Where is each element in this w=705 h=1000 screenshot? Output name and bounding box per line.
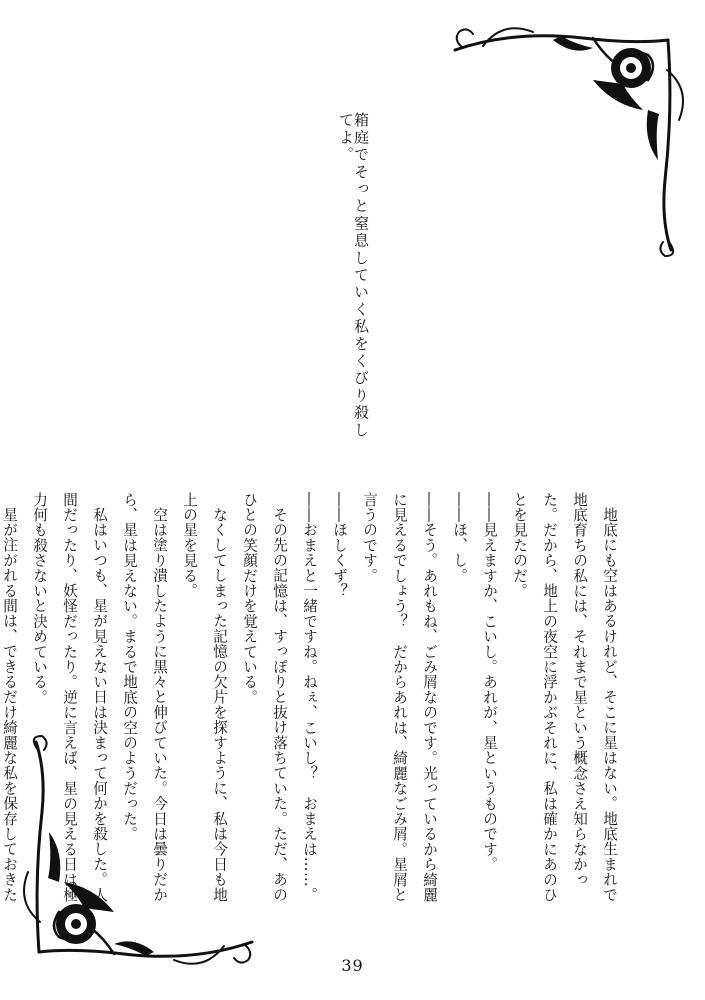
body-text — [1, 492, 624, 907]
body-paragraph: ――見えますか、こいし。あれが、星というものです。 — [481, 492, 498, 872]
body-paragraph: その先の記憶は、すっぽりと抜け落ちていた。ただ、あのひとの笑顔だけを覚えている。 — [241, 492, 288, 902]
epigraph: 箱庭でそっと窒息していく私をくびり殺してよ。 — [337, 112, 370, 439]
page-number: 39 — [341, 956, 364, 975]
body-paragraph: 地底にも空はあるけれど、そこに星はない。地底生まれで地底育ちの私には、それまで星という概念さえ知らなかった。だから、地上の夜空に浮かぶそれに、私は確かにあのひとを見たのだ。 — [511, 492, 618, 903]
corner-ornament-top-right — [443, 10, 693, 260]
body-paragraph: ――ほしくず？ — [331, 492, 348, 599]
body-paragraph: なくしてしまった記憶の欠片を探すように、私は今日も地上の星を見る。 — [181, 492, 228, 902]
body-paragraph: 私はいつも、星が見えない日は決まって何かを殺した。人間だったり、妖怪だったり。逆に言えば、星の見える日は極力何も殺さないと決めている。 — [31, 492, 108, 903]
body-paragraph: ――ほ、し。 — [451, 492, 468, 584]
body-paragraph: ――そう。あれもね、ごみ屑なのです。光っているから綺麗に見えるでしょう？ だからあれは、綺麗なごみ屑。星屑と言うのです。 — [361, 492, 438, 903]
body-paragraph: 星が注がれる間は、できるだけ綺麗な私を保存しておきた — [1, 506, 18, 902]
body-paragraph: 空は塗り潰したように黒々と伸びていた。今日は曇りだから、星は見えない。まるで地底の空のようだった。 — [121, 492, 168, 902]
body-paragraph: ――おまえと一緒ですね。ねぇ、こいし？ おまえは……。 — [301, 492, 318, 903]
